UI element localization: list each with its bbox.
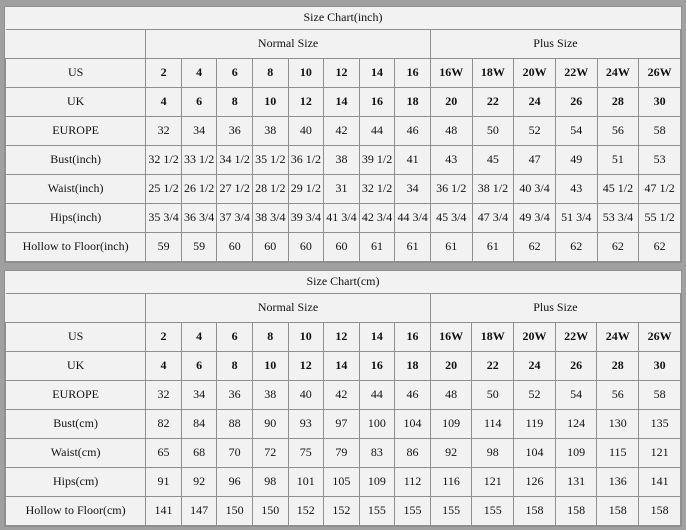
cell: 56 [597, 117, 639, 146]
cell: 10 [288, 323, 324, 352]
table-row-groups [6, 294, 681, 323]
cell: 62 [514, 233, 556, 262]
cell: 32 1/2 [146, 146, 182, 175]
cell: 39 3/4 [288, 204, 324, 233]
cell: 42 3/4 [359, 204, 395, 233]
cell: 105 [324, 468, 360, 497]
row-label-us: US [6, 323, 146, 352]
cell: 51 3/4 [555, 204, 597, 233]
cell: 52 [514, 117, 556, 146]
size-chart-inch-table [5, 7, 681, 262]
cell: 126 [514, 468, 556, 497]
cell: 34 [181, 381, 217, 410]
cell: 79 [324, 439, 360, 468]
cell: 32 [146, 117, 182, 146]
cell: 158 [639, 497, 681, 526]
cell: 131 [555, 468, 597, 497]
table-row [6, 204, 681, 233]
cell: 60 [324, 233, 360, 262]
row-label-bust-inch: Bust(inch) [6, 146, 146, 175]
cell: 16W [430, 59, 472, 88]
table-row [6, 88, 681, 117]
group-header-normal-inch: Normal Size [146, 30, 431, 59]
row-label-us: US [6, 59, 146, 88]
cell: 46 [395, 117, 431, 146]
cell: 47 3/4 [472, 204, 514, 233]
cell: 42 [324, 381, 360, 410]
cell: 38 3/4 [253, 204, 289, 233]
corner-blank-cell [6, 30, 146, 59]
cell: 101 [288, 468, 324, 497]
chart-title-inch: Size Chart(inch) [6, 7, 681, 30]
cell: 28 [597, 88, 639, 117]
cell: 115 [597, 439, 639, 468]
cell: 18W [472, 59, 514, 88]
cell: 158 [597, 497, 639, 526]
cell: 68 [181, 439, 217, 468]
cell: 42 [324, 117, 360, 146]
cell: 48 [430, 117, 472, 146]
row-label-uk: UK [6, 88, 146, 117]
cell: 121 [639, 439, 681, 468]
table-row [6, 410, 681, 439]
cell: 135 [639, 410, 681, 439]
cell: 62 [639, 233, 681, 262]
cell: 40 [288, 117, 324, 146]
cell: 53 3/4 [597, 204, 639, 233]
cell: 14 [324, 88, 360, 117]
cell: 8 [252, 323, 288, 352]
cell: 14 [359, 59, 395, 88]
cell: 60 [288, 233, 324, 262]
cell: 14 [324, 352, 360, 381]
cell: 20 [430, 88, 472, 117]
row-label-waist-cm: Waist(cm) [6, 439, 146, 468]
table-row [6, 117, 681, 146]
table-row [6, 439, 681, 468]
cell: 18 [395, 88, 431, 117]
cell: 35 1/2 [253, 146, 289, 175]
cell: 70 [217, 439, 253, 468]
table-row-title [6, 7, 681, 30]
cell: 90 [252, 410, 288, 439]
cell: 31 [324, 175, 360, 204]
cell: 12 [324, 59, 360, 88]
cell: 109 [359, 468, 395, 497]
cell: 43 [555, 175, 597, 204]
size-chart-cm-block [4, 270, 682, 527]
cell: 150 [217, 497, 253, 526]
cell: 121 [472, 468, 514, 497]
cell: 58 [639, 381, 681, 410]
cell: 16 [359, 88, 395, 117]
cell: 43 [430, 146, 472, 175]
cell: 27 1/2 [217, 175, 253, 204]
cell: 6 [181, 88, 217, 117]
cell: 36 [217, 381, 253, 410]
cell: 12 [288, 352, 324, 381]
cell: 96 [217, 468, 253, 497]
cell: 26 1/2 [181, 175, 217, 204]
cell: 28 1/2 [253, 175, 289, 204]
cell: 109 [555, 439, 597, 468]
table-row [6, 233, 681, 262]
cell: 20 [430, 352, 472, 381]
cell: 97 [324, 410, 360, 439]
cell: 59 [146, 233, 182, 262]
cell: 82 [146, 410, 182, 439]
row-label-hollow-to-floor-inch: Hollow to Floor(inch) [6, 233, 146, 262]
cell: 155 [472, 497, 514, 526]
cell: 98 [472, 439, 514, 468]
group-header-plus-inch: Plus Size [430, 30, 680, 59]
cell: 38 1/2 [472, 175, 514, 204]
table-row [6, 468, 681, 497]
cell: 55 1/2 [639, 204, 681, 233]
cell: 10 [253, 88, 289, 117]
table-row [6, 59, 681, 88]
cell: 34 [181, 117, 217, 146]
cell: 16W [430, 323, 472, 352]
table-row [6, 146, 681, 175]
cell: 20W [514, 323, 556, 352]
corner-blank-cell [6, 294, 146, 323]
cell: 16 [359, 352, 395, 381]
cell: 49 3/4 [514, 204, 556, 233]
cell: 130 [597, 410, 639, 439]
cell: 2 [146, 323, 182, 352]
table-row [6, 175, 681, 204]
row-label-hips-cm: Hips(cm) [6, 468, 146, 497]
cell: 152 [288, 497, 324, 526]
cell: 33 1/2 [181, 146, 217, 175]
cell: 92 [430, 439, 472, 468]
cell: 158 [514, 497, 556, 526]
cell: 141 [639, 468, 681, 497]
cell: 104 [395, 410, 431, 439]
cell: 50 [472, 117, 514, 146]
table-row [6, 323, 681, 352]
chart-title-cm: Size Chart(cm) [6, 271, 681, 294]
cell: 4 [146, 352, 182, 381]
cell: 38 [324, 146, 360, 175]
cell: 50 [472, 381, 514, 410]
cell: 158 [555, 497, 597, 526]
cell: 6 [181, 352, 217, 381]
cell: 38 [253, 117, 289, 146]
group-header-plus-cm: Plus Size [430, 294, 680, 323]
cell: 6 [217, 323, 253, 352]
cell: 104 [514, 439, 556, 468]
cell: 20W [514, 59, 556, 88]
cell: 45 1/2 [597, 175, 639, 204]
cell: 86 [395, 439, 431, 468]
cell: 10 [288, 59, 324, 88]
cell: 47 1/2 [639, 175, 681, 204]
cell: 10 [252, 352, 288, 381]
cell: 119 [514, 410, 556, 439]
cell: 54 [555, 381, 597, 410]
cell: 84 [181, 410, 217, 439]
row-label-europe: EUROPE [6, 381, 146, 410]
cell: 4 [181, 323, 217, 352]
cell: 26 [555, 352, 597, 381]
cell: 98 [252, 468, 288, 497]
cell: 44 [359, 117, 395, 146]
cell: 46 [395, 381, 431, 410]
cell: 14 [359, 323, 395, 352]
cell: 56 [597, 381, 639, 410]
cell: 136 [597, 468, 639, 497]
cell: 30 [639, 352, 681, 381]
cell: 22 [472, 352, 514, 381]
cell: 36 1/2 [430, 175, 472, 204]
cell: 152 [324, 497, 360, 526]
cell: 147 [181, 497, 217, 526]
cell: 37 3/4 [217, 204, 253, 233]
cell: 114 [472, 410, 514, 439]
size-chart-inch-block [4, 6, 682, 263]
cell: 93 [288, 410, 324, 439]
cell: 61 [472, 233, 514, 262]
cell: 53 [639, 146, 681, 175]
cell: 26W [639, 323, 681, 352]
cell: 75 [288, 439, 324, 468]
cell: 52 [514, 381, 556, 410]
cell: 100 [359, 410, 395, 439]
cell: 28 [597, 352, 639, 381]
cell: 40 [288, 381, 324, 410]
cell: 29 1/2 [288, 175, 324, 204]
cell: 61 [430, 233, 472, 262]
cell: 36 3/4 [181, 204, 217, 233]
cell: 8 [217, 352, 253, 381]
cell: 30 [639, 88, 681, 117]
row-label-bust-cm: Bust(cm) [6, 410, 146, 439]
cell: 32 1/2 [359, 175, 395, 204]
cell: 8 [217, 88, 253, 117]
cell: 155 [430, 497, 472, 526]
cell: 62 [597, 233, 639, 262]
cell: 112 [395, 468, 431, 497]
cell: 49 [555, 146, 597, 175]
cell: 38 [252, 381, 288, 410]
cell: 83 [359, 439, 395, 468]
cell: 24W [597, 59, 639, 88]
cell: 40 3/4 [514, 175, 556, 204]
cell: 18W [472, 323, 514, 352]
cell: 34 [395, 175, 431, 204]
cell: 24W [597, 323, 639, 352]
cell: 47 [514, 146, 556, 175]
cell: 61 [395, 233, 431, 262]
cell: 22W [555, 59, 597, 88]
cell: 44 3/4 [395, 204, 431, 233]
cell: 36 1/2 [288, 146, 324, 175]
cell: 26W [639, 59, 681, 88]
cell: 2 [146, 59, 182, 88]
row-label-europe: EUROPE [6, 117, 146, 146]
cell: 45 [472, 146, 514, 175]
cell: 4 [146, 88, 182, 117]
cell: 39 1/2 [359, 146, 395, 175]
cell: 88 [217, 410, 253, 439]
table-row-groups [6, 30, 681, 59]
row-label-waist-inch: Waist(inch) [6, 175, 146, 204]
row-label-hips-inch: Hips(inch) [6, 204, 146, 233]
cell: 12 [288, 88, 324, 117]
cell: 116 [430, 468, 472, 497]
cell: 8 [253, 59, 289, 88]
cell: 58 [639, 117, 681, 146]
cell: 92 [181, 468, 217, 497]
cell: 24 [514, 352, 556, 381]
cell: 35 3/4 [146, 204, 182, 233]
cell: 91 [146, 468, 182, 497]
cell: 72 [252, 439, 288, 468]
cell: 65 [146, 439, 182, 468]
cell: 60 [253, 233, 289, 262]
cell: 34 1/2 [217, 146, 253, 175]
cell: 25 1/2 [146, 175, 182, 204]
cell: 44 [359, 381, 395, 410]
table-row [6, 381, 681, 410]
cell: 4 [181, 59, 217, 88]
cell: 59 [181, 233, 217, 262]
cell: 24 [514, 88, 556, 117]
cell: 45 3/4 [430, 204, 472, 233]
group-header-normal-cm: Normal Size [146, 294, 431, 323]
cell: 18 [395, 352, 431, 381]
cell: 155 [395, 497, 431, 526]
cell: 22W [555, 323, 597, 352]
cell: 16 [395, 59, 431, 88]
cell: 61 [359, 233, 395, 262]
table-row-title [6, 271, 681, 294]
cell: 41 3/4 [324, 204, 360, 233]
cell: 109 [430, 410, 472, 439]
cell: 12 [324, 323, 360, 352]
cell: 150 [252, 497, 288, 526]
cell: 155 [359, 497, 395, 526]
cell: 36 [217, 117, 253, 146]
size-chart-cm-table [5, 271, 681, 526]
cell: 41 [395, 146, 431, 175]
cell: 22 [472, 88, 514, 117]
row-label-uk: UK [6, 352, 146, 381]
cell: 16 [395, 323, 431, 352]
cell: 48 [430, 381, 472, 410]
cell: 26 [555, 88, 597, 117]
cell: 60 [217, 233, 253, 262]
cell: 141 [146, 497, 182, 526]
cell: 6 [217, 59, 253, 88]
cell: 62 [555, 233, 597, 262]
row-label-hollow-to-floor-cm: Hollow to Floor(cm) [6, 497, 146, 526]
cell: 54 [555, 117, 597, 146]
table-row [6, 497, 681, 526]
cell: 32 [146, 381, 182, 410]
cell: 51 [597, 146, 639, 175]
cell: 124 [555, 410, 597, 439]
table-row [6, 352, 681, 381]
